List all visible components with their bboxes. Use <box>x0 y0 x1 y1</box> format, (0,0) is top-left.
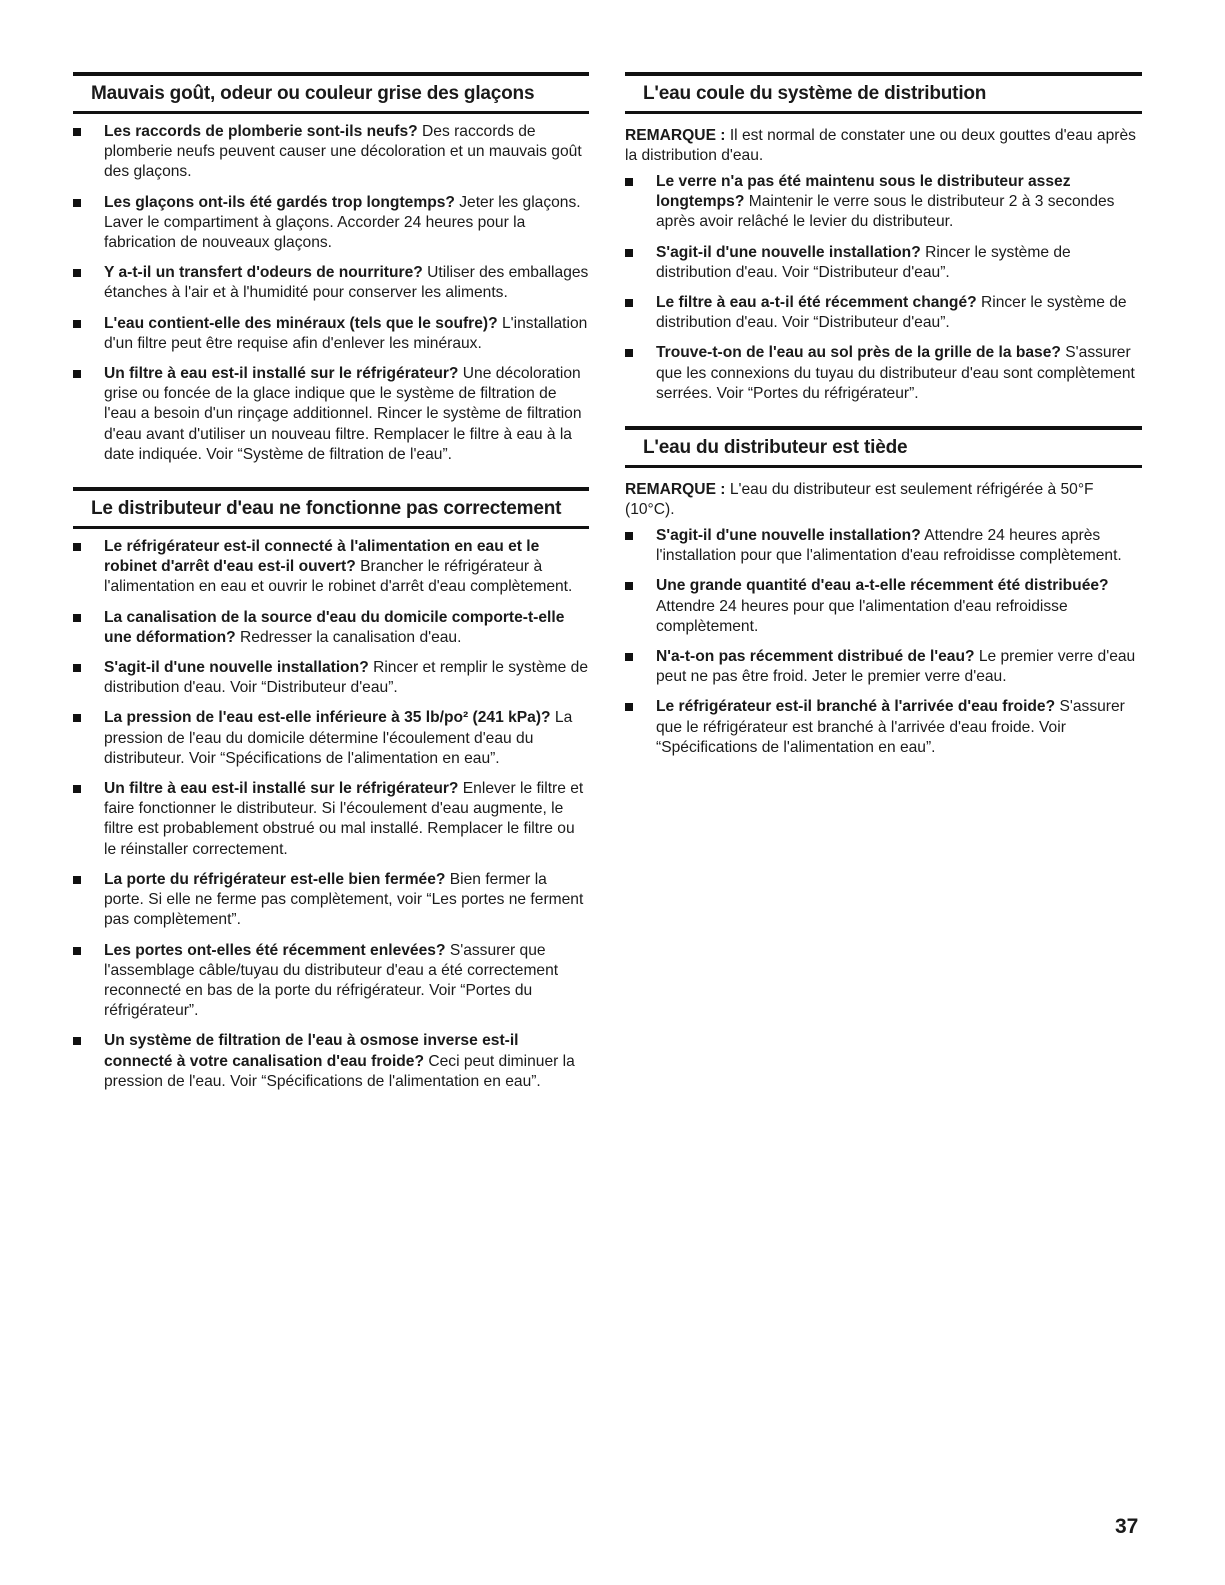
section-heading: Mauvais goût, odeur ou couleur grise des glaçons <box>73 72 589 114</box>
checklist-item <box>73 1031 589 1092</box>
item-question: S'agit-il d'une nouvelle installation? <box>656 527 921 545</box>
item-answer: Ceci peut diminuer la pression de l'eau. Voir “Spécifications de l'alimentation en eau”. <box>104 1052 575 1090</box>
item-answer: La pression de l'eau du domicile détermine l'écoulement d'eau du distributeur. Voir “Spécifications de l'alimentation en eau”. <box>104 709 573 767</box>
square-bullet-icon <box>73 1037 81 1045</box>
checklist-item <box>73 608 589 648</box>
note-paragraph <box>625 480 1142 520</box>
square-bullet-icon <box>73 947 81 955</box>
item-answer: Utiliser des emballages étanches à l'air et à l'humidité pour conserver les aliments. <box>104 264 589 302</box>
checklist-item <box>73 658 589 698</box>
item-question: L'eau contient-elle des minéraux (tels que le soufre)? <box>104 314 498 332</box>
note-paragraph <box>625 126 1142 166</box>
item-answer: S'assurer que l'assemblage câble/tuyau du distributeur d'eau a été correctement reconnecté en bas de la porte du réfrigérateur. Voir “Portes du réfrigérateur”. <box>104 941 559 1020</box>
item-answer: Maintenir le verre sous le distributeur 2 à 3 secondes après avoir relâché le levier du distributeur. <box>656 193 1115 231</box>
item-question: Le verre n'a pas été maintenu sous le distributeur assez longtemps? <box>656 173 1071 211</box>
square-bullet-icon <box>625 178 633 186</box>
checklist-item <box>625 647 1142 687</box>
square-bullet-icon <box>73 269 81 277</box>
checklist-item <box>73 537 589 598</box>
item-question: La canalisation de la source d'eau du domicile comporte-t-elle une déformation? <box>104 608 565 646</box>
item-question: Un système de filtration de l'eau à osmose inverse est-il connecté à votre canalisation d'eau froide? <box>104 1032 519 1070</box>
section-body <box>625 114 1142 404</box>
item-question: S'agit-il d'une nouvelle installation? <box>656 243 921 261</box>
checklist-item <box>625 576 1142 637</box>
checklist-item <box>625 172 1142 233</box>
checklist-item <box>73 941 589 1022</box>
section-heading: Le distributeur d'eau ne fonctionne pas correctement <box>73 487 589 529</box>
item-answer: Rincer le système de distribution d'eau. Voir “Distributeur d'eau”. <box>656 243 1071 281</box>
item-answer: Rincer le système de distribution d'eau. Voir “Distributeur d'eau”. <box>656 294 1127 332</box>
square-bullet-icon <box>73 614 81 622</box>
note-text: L'eau du distributeur est seulement réfrigérée à 50°F (10°C). <box>625 481 1094 519</box>
item-question: S'agit-il d'une nouvelle installation? <box>104 659 369 677</box>
square-bullet-icon <box>625 349 633 357</box>
item-question: Les portes ont-elles été récemment enlevées? <box>104 941 446 959</box>
item-answer: Attendre 24 heures après l'installation pour que l'alimentation d'eau refroidisse complètement. <box>656 527 1122 565</box>
checklist <box>625 172 1142 404</box>
note-label: REMARQUE : <box>625 481 726 499</box>
square-bullet-icon <box>73 543 81 551</box>
troubleshooting-section <box>73 72 589 465</box>
item-answer: Attendre 24 heures pour que l'alimentation d'eau refroidisse complètement. <box>656 597 1068 635</box>
section-heading: L'eau du distributeur est tiède <box>625 426 1142 468</box>
item-question: La porte du réfrigérateur est-elle bien fermée? <box>104 870 446 888</box>
item-question: Le réfrigérateur est-il branché à l'arrivée d'eau froide? <box>656 698 1056 716</box>
square-bullet-icon <box>625 532 633 540</box>
item-question: Y a-t-il un transfert d'odeurs de nourriture? <box>104 264 423 282</box>
troubleshooting-section <box>625 426 1142 758</box>
item-answer: Des raccords de plomberie neufs peuvent causer une décoloration et un mauvais goût des glaçons. <box>104 123 582 181</box>
item-question: N'a-t-on pas récemment distribué de l'eau? <box>656 648 975 666</box>
item-answer: Jeter les glaçons. Laver le compartiment à glaçons. Accorder 24 heures pour la fabrication de nouveaux glaçons. <box>104 193 581 252</box>
checklist-item <box>625 243 1142 283</box>
item-answer: Le premier verre d'eau peut ne pas être froid. Jeter le premier verre d'eau. <box>656 648 1136 686</box>
troubleshooting-section <box>73 487 589 1092</box>
square-bullet-icon <box>625 653 633 661</box>
item-answer: Une décoloration grise ou foncée de la glace indique que le système de filtration de l'eau a besoin d'un rinçage additionnel. Rincer le système de filtration d'eau avant d'utiliser un nouveau filtre. Remplacer le filtre à eau à la date indiquée. Voir “Système de filtration de l'eau”. <box>104 365 582 463</box>
checklist-item <box>73 193 589 254</box>
square-bullet-icon <box>73 370 81 378</box>
item-answer: L'installation d'un filtre peut être requise afin d'enlever les minéraux. <box>104 314 588 352</box>
checklist <box>625 526 1142 758</box>
checklist-item <box>73 870 589 931</box>
item-answer: S'assurer que le réfrigérateur est branché à l'arrivée d'eau froide. Voir “Spécifications de l'alimentation en eau”. <box>656 698 1125 756</box>
item-question: Les glaçons ont-ils été gardés trop longtemps? <box>104 193 455 211</box>
page-number: 37 <box>1115 1515 1139 1538</box>
item-question: La pression de l'eau est-elle inférieure à 35 lb/po² (241 kPa)? <box>104 709 551 727</box>
square-bullet-icon <box>625 582 633 590</box>
item-question: Un filtre à eau est-il installé sur le réfrigérateur? <box>104 365 459 383</box>
section-body <box>73 529 589 1092</box>
square-bullet-icon <box>73 128 81 136</box>
note-text: Il est normal de constater une ou deux gouttes d'eau après la distribution d'eau. <box>625 127 1136 164</box>
item-answer: Bien fermer la porte. Si elle ne ferme pas complètement, voir “Les portes ne ferment pas complètement”. <box>104 870 584 929</box>
item-question: Les raccords de plomberie sont-ils neufs? <box>104 123 418 140</box>
item-answer: Rincer et remplir le système de distribution d'eau. Voir “Distributeur d'eau”. <box>104 659 588 697</box>
section-body <box>625 468 1142 758</box>
checklist <box>73 122 589 465</box>
item-answer: Brancher le réfrigérateur à l'alimentation en eau et ouvrir le robinet d'arrêt d'eau complètement. <box>104 558 573 596</box>
item-question: Un filtre à eau est-il installé sur le réfrigérateur? <box>104 780 459 798</box>
checklist-item <box>625 697 1142 758</box>
checklist <box>73 537 589 1092</box>
item-answer: S'assurer que les connexions du tuyau du distributeur d'eau sont complètement serrées. Voir “Portes du réfrigérateur”. <box>656 344 1135 402</box>
checklist-item <box>625 293 1142 333</box>
troubleshooting-section <box>625 72 1142 404</box>
square-bullet-icon <box>73 664 81 672</box>
square-bullet-icon <box>73 199 81 207</box>
left-column <box>73 72 589 1114</box>
checklist-item <box>73 708 589 769</box>
square-bullet-icon <box>625 703 633 711</box>
section-heading: L'eau coule du système de distribution <box>625 72 1142 114</box>
checklist-item <box>625 343 1142 404</box>
checklist-item <box>73 314 589 354</box>
square-bullet-icon <box>625 299 633 307</box>
square-bullet-icon <box>73 320 81 328</box>
item-question: Trouve-t-on de l'eau au sol près de la grille de la base? <box>656 344 1061 362</box>
square-bullet-icon <box>73 876 81 884</box>
item-answer: Redresser la canalisation d'eau. <box>235 628 462 646</box>
section-body <box>73 114 589 465</box>
right-column <box>625 72 1142 780</box>
checklist-item <box>625 526 1142 566</box>
checklist-item <box>73 122 589 183</box>
square-bullet-icon <box>625 249 633 257</box>
square-bullet-icon <box>73 714 81 722</box>
note-label: REMARQUE : <box>625 127 726 144</box>
item-answer: Enlever le filtre et faire fonctionner le distributeur. Si l'écoulement d'eau augmente, le filtre est probablement obstrué ou mal installé. Remplacer le filtre ou le réinstaller correctement. <box>104 780 584 858</box>
checklist-item <box>73 779 589 860</box>
item-question: Le réfrigérateur est-il connecté à l'alimentation en eau et le robinet d'arrêt d'eau est-il ouvert? <box>104 538 540 576</box>
item-question: Le filtre à eau a-t-il été récemment changé? <box>656 294 977 312</box>
item-question: Une grande quantité d'eau a-t-elle récemment été distribuée? <box>656 577 1109 595</box>
checklist-item <box>73 263 589 303</box>
checklist-item <box>73 364 589 465</box>
square-bullet-icon <box>73 785 81 793</box>
